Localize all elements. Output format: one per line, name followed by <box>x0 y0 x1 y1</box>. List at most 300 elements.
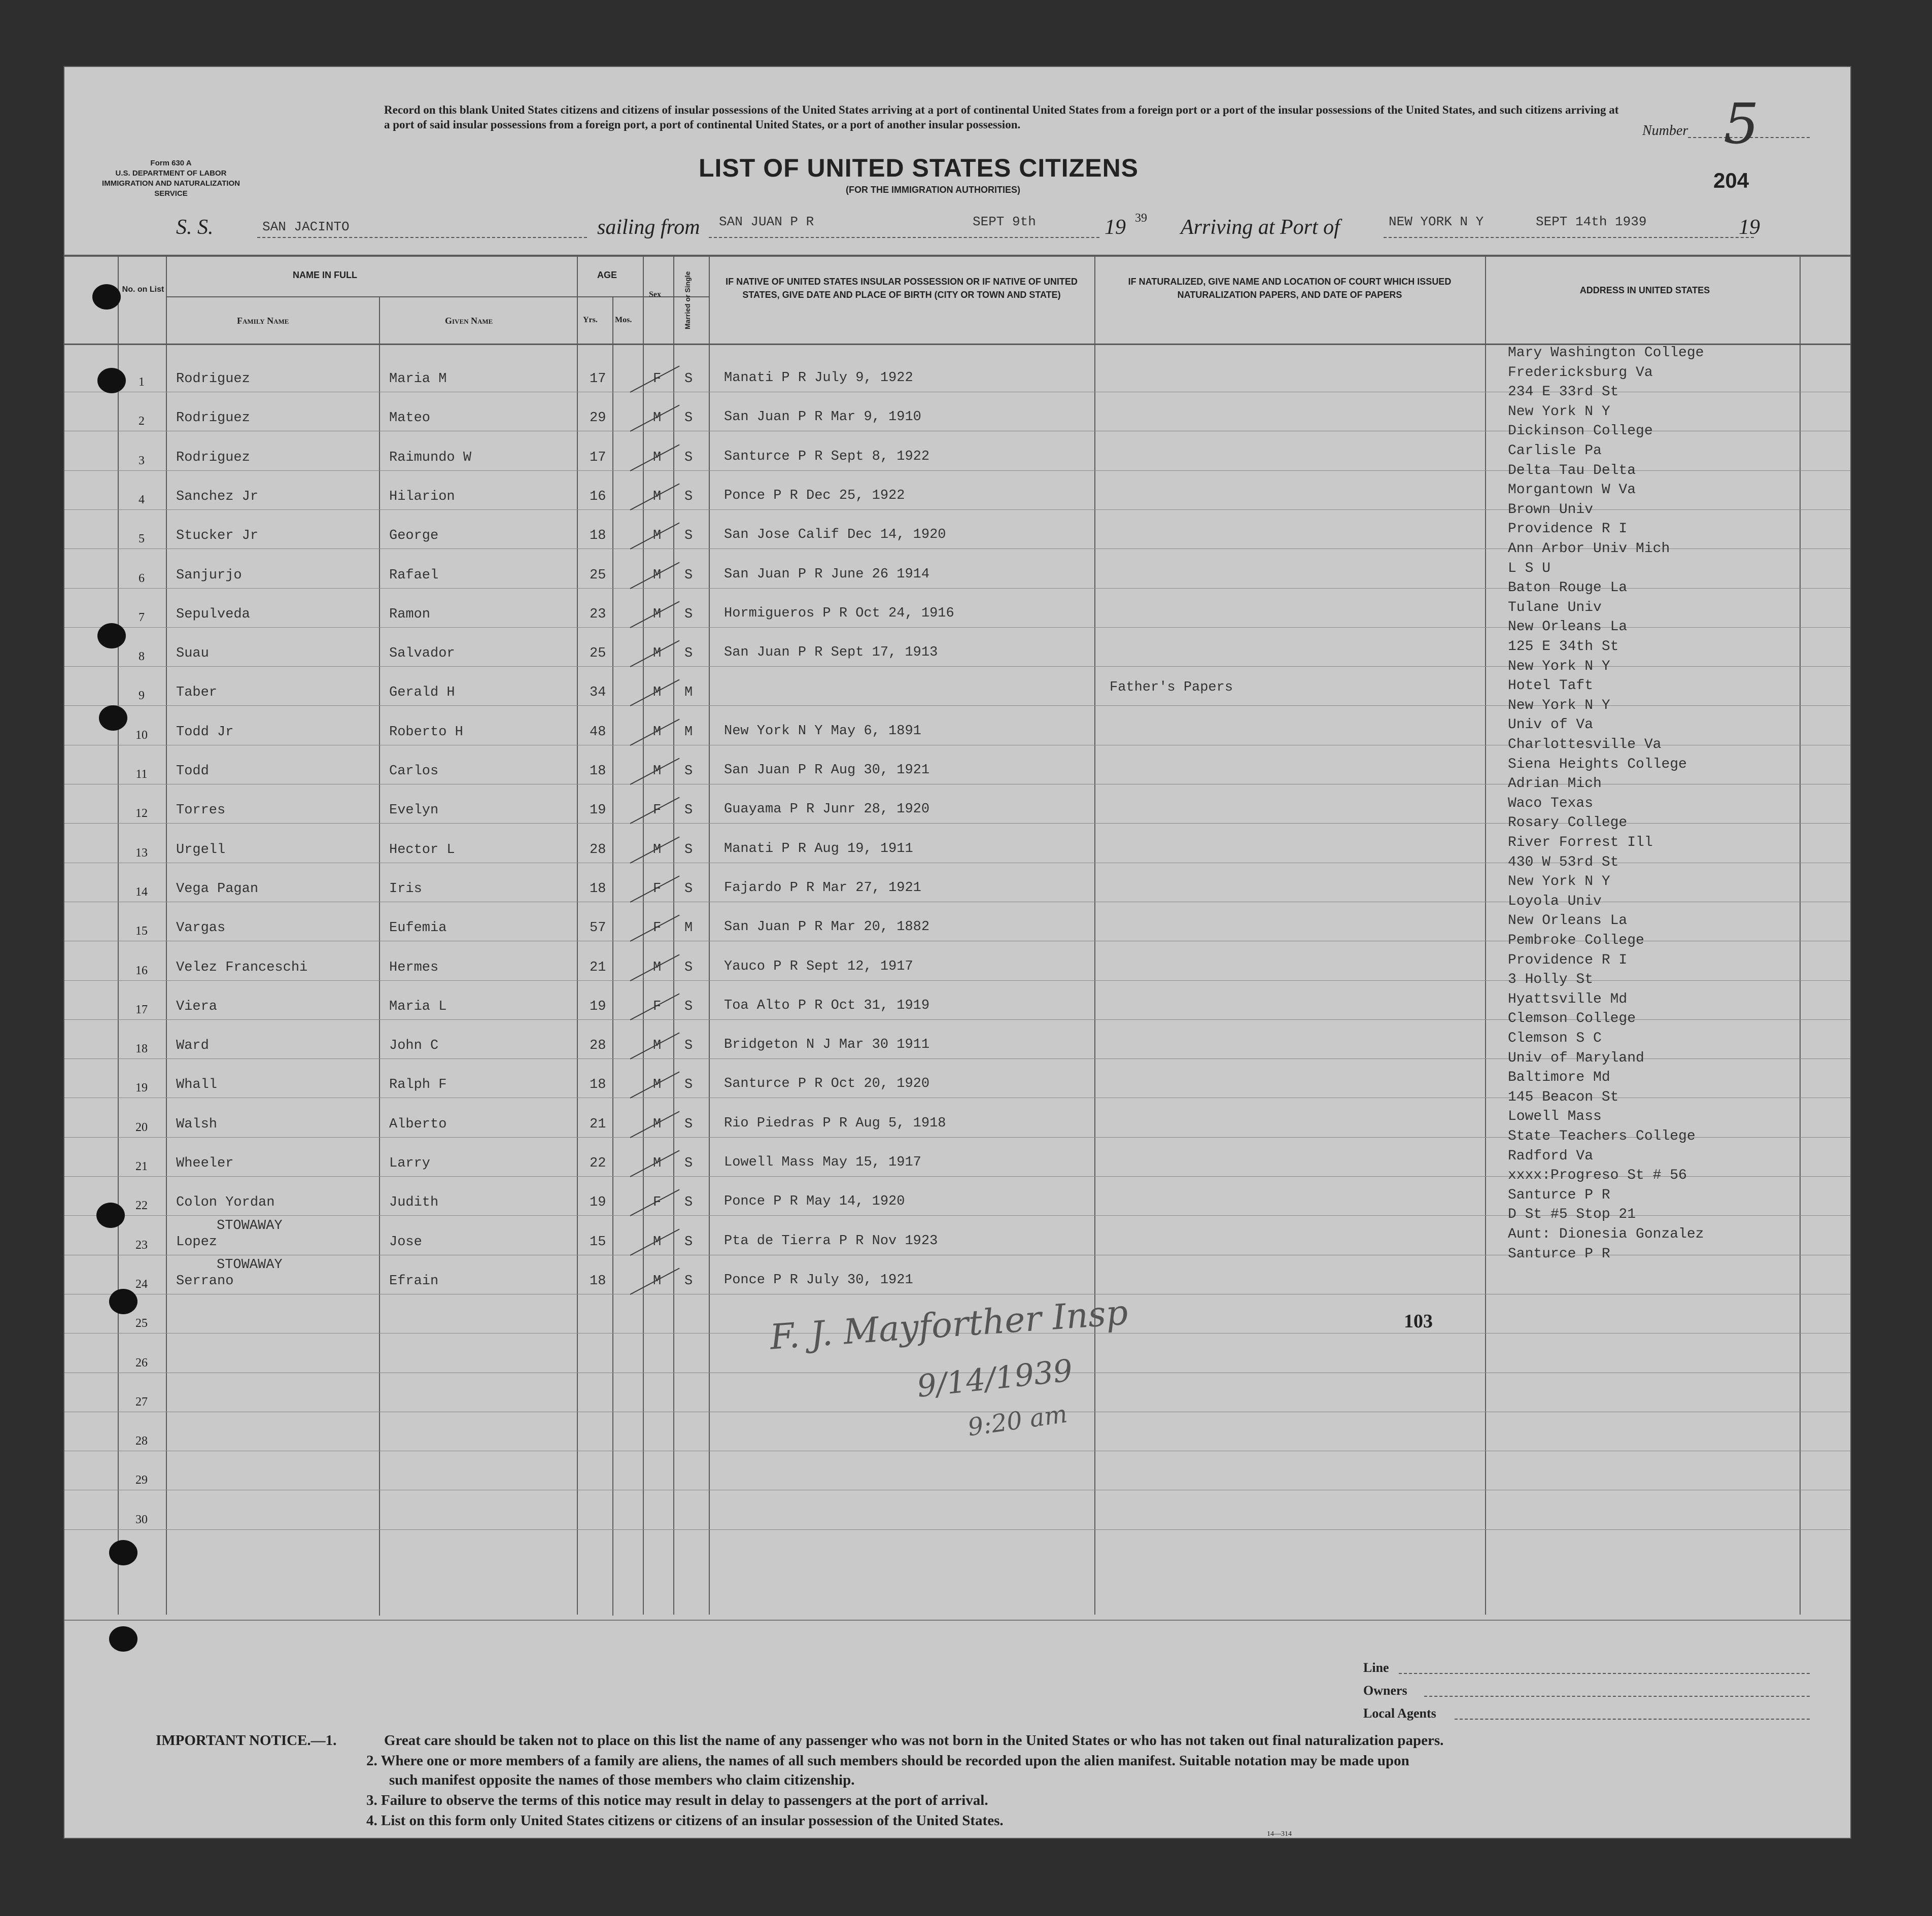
col-line <box>1800 255 1801 1615</box>
given-name: Roberto H <box>389 724 463 740</box>
married-single: S <box>684 646 693 662</box>
row-rule <box>64 1529 1850 1530</box>
check-tick-mark <box>630 444 680 471</box>
family-name: Vega Pagan <box>176 881 259 897</box>
married-single: S <box>684 803 693 818</box>
check-tick-mark <box>630 1150 680 1177</box>
punch-hole <box>92 284 121 310</box>
sex: M <box>653 960 662 975</box>
given-name: Mateo <box>389 410 431 426</box>
age-years: 48 <box>590 724 606 740</box>
header-naturalized: IF NATURALIZED, GIVE NAME AND LOCATION OF COURT WHICH ISSUED NATURALIZATION PAPERS, AND DATE OF PAPERS <box>1128 277 1452 300</box>
address-line: Hyattsville Md <box>1508 991 1628 1007</box>
address-line: D St #5 Stop 21 <box>1508 1207 1636 1223</box>
address-line: Aunt: Dionesia Gonzalez <box>1508 1226 1704 1242</box>
birth-place-date: Bridgeton N J Mar 30 1911 <box>724 1037 930 1053</box>
number-label: Number <box>1642 123 1688 139</box>
notice-4: 4. List on this form only United States citizens or citizens of an insular possession of the United States. <box>366 1812 1004 1829</box>
family-name: Velez Franceschi <box>176 960 308 975</box>
page-title: LIST OF UNITED STATES CITIZENS <box>699 154 1139 182</box>
punch-hole <box>109 1626 137 1652</box>
address-line: New Orleans La <box>1508 913 1628 929</box>
check-tick-mark <box>630 523 680 550</box>
row-number: 26 <box>135 1356 148 1370</box>
age-years: 29 <box>590 410 606 426</box>
row-number: 27 <box>135 1395 148 1409</box>
check-tick-mark <box>630 954 680 981</box>
inspector-signature: F. J. Mayforther Insp <box>769 1292 1129 1358</box>
row-number: 6 <box>139 571 145 585</box>
header-mos: Mos. <box>615 316 632 324</box>
given-name: Salvador <box>389 646 455 662</box>
married-single: S <box>684 1195 693 1211</box>
address-line: L S U <box>1508 560 1551 576</box>
row-number: 20 <box>135 1120 148 1134</box>
address-line: Providence R I <box>1508 521 1628 537</box>
married-single: S <box>684 410 693 426</box>
married-single: M <box>684 920 693 936</box>
age-years: 16 <box>590 489 606 504</box>
given-name: Hermes <box>389 960 439 975</box>
address-line: Baton Rouge La <box>1508 580 1628 596</box>
header-married-single: Married or Single <box>683 271 692 330</box>
row-number: 19 <box>135 1081 148 1095</box>
given-name: Judith <box>389 1195 439 1211</box>
sex: M <box>653 606 662 622</box>
ship-name: SAN JACINTO <box>262 219 350 234</box>
address-line: xxxx:Progreso St # 56 <box>1508 1168 1687 1184</box>
address-line: Loyola Univ <box>1508 893 1602 909</box>
family-name: Suau <box>176 646 209 662</box>
birth-place-date: San Juan P R Aug 30, 1921 <box>724 763 930 778</box>
married-single: S <box>684 450 693 465</box>
name-subheader-line <box>166 296 709 297</box>
given-name: Jose <box>389 1234 422 1250</box>
col-line <box>673 255 674 1615</box>
sex: M <box>653 410 662 426</box>
birth-place-date: Ponce P R Dec 25, 1922 <box>724 488 905 503</box>
age-years: 19 <box>590 999 606 1014</box>
sex: M <box>653 1156 662 1171</box>
punch-hole <box>109 1289 137 1314</box>
punch-hole <box>96 1203 125 1228</box>
birth-place-date: Ponce P R May 14, 1920 <box>724 1194 905 1210</box>
family-name: Torres <box>176 803 226 818</box>
married-single: S <box>684 1156 693 1171</box>
sex: M <box>653 1234 662 1250</box>
age-years: 25 <box>590 646 606 662</box>
form-number: Form 630 A <box>150 159 192 167</box>
header-birth: IF NATIVE OF UNITED STATES INSULAR POSSESSION OR IF NATIVE OF UNITED STATES, GIVE DATE AND PLACE OF BIRTH (CITY OR TOWN AND STATE) <box>726 277 1078 300</box>
line-underline <box>1399 1673 1810 1674</box>
header-address: ADDRESS IN UNITED STATES <box>1579 285 1710 295</box>
family-name: Sepulveda <box>176 606 250 622</box>
married-single: S <box>684 999 693 1014</box>
given-name: Hector L <box>389 842 455 858</box>
sex: F <box>653 371 662 387</box>
check-tick-mark <box>630 758 680 784</box>
age-years: 21 <box>590 1116 606 1132</box>
row-number: 2 <box>139 415 145 428</box>
address-line: Clemson College <box>1508 1011 1636 1027</box>
sex: F <box>653 920 662 936</box>
family-name: Serrano <box>176 1273 234 1289</box>
year-prefix-2: 19 <box>1739 216 1760 239</box>
sex: M <box>653 1077 662 1093</box>
address-line: River Forrest Ill <box>1508 835 1653 850</box>
sex: M <box>653 1273 662 1289</box>
form-code: 14—314 <box>1267 1830 1292 1838</box>
sex: M <box>653 764 662 779</box>
punch-hole <box>97 623 126 648</box>
family-name: Todd <box>176 764 209 779</box>
address-line: Santurce P R <box>1508 1246 1610 1262</box>
address-line: 145 Beacon St <box>1508 1089 1619 1105</box>
birth-place-date: Santurce P R Sept 8, 1922 <box>724 449 930 464</box>
row-number: 30 <box>135 1513 148 1526</box>
family-name: Ward <box>176 1038 209 1054</box>
check-tick-mark <box>630 1072 680 1099</box>
col-line <box>709 255 710 1615</box>
family-name: Colon Yordan <box>176 1195 275 1211</box>
address-line: Clemson S C <box>1508 1031 1602 1046</box>
address-line: Fredericksburg Va <box>1508 364 1653 381</box>
table-top-border <box>64 255 1850 257</box>
age-years: 28 <box>590 842 606 858</box>
family-name: Rodriguez <box>176 410 250 426</box>
check-tick-mark <box>630 483 680 510</box>
check-tick-mark <box>630 562 680 589</box>
check-tick-mark <box>630 836 680 863</box>
age-years: 18 <box>590 881 606 897</box>
row-number: 12 <box>135 807 148 820</box>
married-single: S <box>684 960 693 975</box>
family-name: Todd Jr <box>176 724 234 740</box>
check-tick-mark <box>630 1228 680 1255</box>
age-years: 15 <box>590 1234 606 1250</box>
address-line: New York N Y <box>1508 697 1610 713</box>
check-tick-mark <box>630 875 680 902</box>
notice-3: 3. Failure to observe the terms of this notice may result in delay to passengers at the port of arrival. <box>366 1792 988 1808</box>
punch-hole <box>109 1540 137 1565</box>
married-single: S <box>684 881 693 897</box>
notice-label: IMPORTANT NOTICE.—1. <box>156 1732 337 1749</box>
age-years: 18 <box>590 1273 606 1289</box>
married-single: S <box>684 489 693 504</box>
arrival-date: SEPT 14th 1939 <box>1536 214 1647 229</box>
col-line <box>118 255 119 1615</box>
given-name: George <box>389 528 439 544</box>
header-no-on-list: No. on List <box>122 285 164 294</box>
col-line <box>379 296 380 1616</box>
header-name-in-full: NAME IN FULL <box>293 270 357 280</box>
family-name: Viera <box>176 999 218 1014</box>
address-line: Hotel Taft <box>1508 678 1594 694</box>
address-line: Lowell Mass <box>1508 1109 1602 1125</box>
check-tick-mark <box>630 1111 680 1138</box>
row-number: 5 <box>139 532 145 546</box>
age-years: 18 <box>590 1077 606 1093</box>
birth-place-date: San Jose Calif Dec 14, 1920 <box>724 527 946 543</box>
age-years: 21 <box>590 960 606 975</box>
col-line <box>1094 255 1095 1615</box>
manifest-sheet <box>63 66 1851 1839</box>
port-underline <box>709 237 1099 238</box>
age-years: 18 <box>590 528 606 544</box>
birth-place-date: Yauco P R Sept 12, 1917 <box>724 959 913 974</box>
header-yrs: Yrs. <box>583 316 598 324</box>
given-name: Iris <box>389 881 422 897</box>
birth-place-date: Ponce P R July 30, 1921 <box>724 1272 913 1288</box>
married-single: S <box>684 1116 693 1132</box>
row-number: 7 <box>139 610 145 624</box>
footer-divider <box>64 1620 1850 1621</box>
address-line: Tulane Univ <box>1508 599 1602 615</box>
married-single: S <box>684 371 693 387</box>
given-name: Rafael <box>389 567 439 583</box>
row-number: 29 <box>135 1474 148 1487</box>
age-years: 17 <box>590 450 606 465</box>
row-number: 9 <box>139 689 145 703</box>
given-name: Ramon <box>389 606 431 622</box>
check-tick-mark <box>630 365 680 392</box>
inspection-time: 9:20 am <box>966 1399 1070 1442</box>
given-name: Hilarion <box>389 489 455 504</box>
row-number: 3 <box>139 454 145 467</box>
given-name: Ralph F <box>389 1077 447 1093</box>
row-number: 22 <box>135 1199 148 1213</box>
married-single: M <box>684 724 693 740</box>
header-age: AGE <box>597 270 617 280</box>
row-number: 16 <box>135 964 148 977</box>
year-suffix: 39 <box>1135 212 1147 225</box>
punch-hole <box>99 705 127 731</box>
married-single: S <box>684 1273 693 1289</box>
owners-underline <box>1424 1696 1810 1697</box>
row-number: 23 <box>135 1238 148 1252</box>
address-line: Delta Tau Delta <box>1508 462 1636 478</box>
family-name: Sanchez Jr <box>176 489 259 504</box>
col-line <box>612 296 613 1616</box>
age-years: 23 <box>590 606 606 622</box>
age-years: 19 <box>590 1195 606 1211</box>
page-number: 204 <box>1713 168 1749 192</box>
address-line: Carlisle Pa <box>1508 443 1602 459</box>
address-line: Radford Va <box>1508 1148 1594 1164</box>
address-line: 430 W 53rd St <box>1508 854 1619 870</box>
age-years: 25 <box>590 567 606 583</box>
check-tick-mark <box>630 405 680 432</box>
address-line: Brown Univ <box>1508 501 1594 518</box>
family-name: Rodriguez <box>176 450 250 465</box>
sex: M <box>653 1038 662 1054</box>
stowaway-note: STOWAWAY <box>217 1218 283 1234</box>
birth-place-date: San Juan P R June 26 1914 <box>724 566 930 582</box>
punch-hole <box>97 368 126 393</box>
address-line: 125 E 34th St <box>1508 639 1619 655</box>
married-single: S <box>684 1077 693 1093</box>
address-line: 234 E 33rd St <box>1508 384 1619 400</box>
birth-place-date: Manati P R Aug 19, 1911 <box>724 841 913 857</box>
age-years: 18 <box>590 764 606 779</box>
address-line: New York N Y <box>1508 403 1610 420</box>
given-name: Eufemia <box>389 920 447 936</box>
family-name: Wheeler <box>176 1156 234 1171</box>
stamp-number: 103 <box>1404 1311 1433 1332</box>
stowaway-note: STOWAWAY <box>217 1257 283 1273</box>
married-single: S <box>684 764 693 779</box>
row-number: 17 <box>135 1003 148 1016</box>
birth-place-date: San Juan P R Sept 17, 1913 <box>724 645 938 661</box>
from-port: SAN JUAN P R <box>719 214 814 229</box>
col-line <box>1485 255 1486 1615</box>
sailing-label: sailing from <box>597 216 700 239</box>
given-name: John C <box>389 1038 439 1054</box>
ss-label: S. S. <box>176 216 214 239</box>
sex: F <box>653 1195 662 1211</box>
row-number: 8 <box>139 650 145 664</box>
address-line: Charlottesville Va <box>1508 737 1662 752</box>
age-years: 28 <box>590 1038 606 1054</box>
age-years: 22 <box>590 1156 606 1171</box>
row-number: 14 <box>135 885 148 899</box>
notice-2b: such manifest opposite the names of those members who claim citizenship. <box>389 1772 855 1788</box>
married-single: S <box>684 606 693 622</box>
row-number: 15 <box>135 925 148 938</box>
given-name: Maria M <box>389 371 447 387</box>
header-family-name: Family Name <box>237 316 289 326</box>
married-single: M <box>684 685 693 701</box>
agents-label: Local Agents <box>1363 1706 1436 1721</box>
birth-place-date: San Juan P R Mar 20, 1882 <box>724 919 930 935</box>
birth-place-date: Toa Alto P R Oct 31, 1919 <box>724 998 930 1013</box>
family-name: Taber <box>176 685 218 701</box>
sex: M <box>653 1116 662 1132</box>
married-single: S <box>684 1038 693 1054</box>
agents-underline <box>1455 1719 1810 1720</box>
naturalization: Father's Papers <box>1110 680 1233 696</box>
family-name: Whall <box>176 1077 218 1093</box>
check-tick-mark <box>630 1268 680 1294</box>
age-years: 17 <box>590 371 606 387</box>
sex: M <box>653 567 662 583</box>
check-tick-mark <box>630 993 680 1020</box>
arrival-port: NEW YORK N Y <box>1389 214 1484 229</box>
year-prefix: 19 <box>1105 216 1126 239</box>
age-years: 19 <box>590 803 606 818</box>
sail-date: SEPT 9th <box>973 214 1036 229</box>
sex: F <box>653 999 662 1014</box>
address-line: Adrian Mich <box>1508 776 1602 792</box>
family-name: Rodriguez <box>176 371 250 387</box>
birth-place-date: Hormigueros P R Oct 24, 1916 <box>724 605 954 621</box>
birth-place-date: Manati P R July 9, 1922 <box>724 370 913 386</box>
birth-place-date: Santurce P R Oct 20, 1920 <box>724 1076 930 1092</box>
birth-place-date: Fajardo P R Mar 27, 1921 <box>724 880 921 896</box>
check-tick-mark <box>630 640 680 667</box>
number-value: 5 <box>1723 91 1759 156</box>
address-line: Univ of Va <box>1508 717 1594 733</box>
address-line: Mary Washington College <box>1508 345 1704 361</box>
given-name: Evelyn <box>389 803 439 818</box>
address-line: Univ of Maryland <box>1508 1050 1644 1066</box>
given-name: Maria L <box>389 999 447 1014</box>
sex: M <box>653 724 662 740</box>
address-line: New Orleans La <box>1508 619 1628 635</box>
married-single: S <box>684 528 693 544</box>
bureau: IMMIGRATION AND NATURALIZATION SERVICE <box>102 179 240 198</box>
check-tick-mark <box>630 915 680 942</box>
married-single: S <box>684 1234 693 1250</box>
sex: M <box>653 685 662 701</box>
row-number: 10 <box>135 728 148 742</box>
row-number: 28 <box>135 1434 148 1448</box>
col-line <box>166 255 167 1615</box>
ship-underline <box>257 237 587 238</box>
notice-1: Great care should be taken not to place on this list the name of any passenger who was not born in the United States or who has not taken out final naturalization papers. <box>384 1732 1444 1749</box>
check-tick-mark <box>630 797 680 824</box>
family-name: Urgell <box>176 842 226 858</box>
address-line: State Teachers College <box>1508 1128 1696 1144</box>
check-tick-mark <box>630 601 680 628</box>
birth-place-date: Rio Piedras P R Aug 5, 1918 <box>724 1115 946 1131</box>
given-name: Larry <box>389 1156 431 1171</box>
address-line: 3 Holly St <box>1508 972 1594 988</box>
married-single: S <box>684 567 693 583</box>
address-line: Siena Heights College <box>1508 756 1687 772</box>
row-number: 25 <box>135 1317 148 1330</box>
sex: M <box>653 489 662 504</box>
page-subtitle: (FOR THE IMMIGRATION AUTHORITIES) <box>846 185 1020 195</box>
family-name: Stucker Jr <box>176 528 259 544</box>
col-line <box>577 255 578 1615</box>
sex: F <box>653 803 662 818</box>
address-line: Baltimore Md <box>1508 1070 1610 1086</box>
sex: M <box>653 528 662 544</box>
header-given-name: Given Name <box>445 316 493 326</box>
row-number: 21 <box>135 1160 148 1173</box>
arriving-label: Arriving at Port of <box>1181 216 1340 239</box>
row-number: 13 <box>135 846 148 860</box>
address-line: Providence R I <box>1508 952 1628 968</box>
row-number: 18 <box>135 1042 148 1056</box>
birth-place-date: Lowell Mass May 15, 1917 <box>724 1155 921 1170</box>
sex: M <box>653 842 662 858</box>
notice-2a: 2. Where one or more members of a family are aliens, the names of all such members should be recorded upon the alien manifest. Suitable notation may be made upon <box>366 1753 1409 1769</box>
inspection-date: 9/14/1939 <box>915 1353 1075 1405</box>
row-number: 11 <box>135 768 148 781</box>
address-line: Ann Arbor Univ Mich <box>1508 541 1670 557</box>
row-number: 1 <box>139 375 145 389</box>
birth-place-date: Guayama P R Junr 28, 1920 <box>724 802 930 817</box>
address-line: Dickinson College <box>1508 423 1653 439</box>
address-line: Waco Texas <box>1508 795 1594 811</box>
birth-place-date: New York N Y May 6, 1891 <box>724 723 921 739</box>
sex: F <box>653 881 662 897</box>
check-tick-mark <box>630 718 680 745</box>
age-years: 34 <box>590 685 606 701</box>
check-tick-mark <box>630 679 680 706</box>
line-label: Line <box>1363 1660 1389 1675</box>
form-identifier <box>100 158 242 199</box>
check-tick-mark <box>630 1033 680 1059</box>
age-years: 57 <box>590 920 606 936</box>
row-number: 24 <box>135 1277 148 1291</box>
address-line: Morgantown W Va <box>1508 482 1636 498</box>
address-line: Santurce P R <box>1508 1187 1610 1203</box>
given-name: Efrain <box>389 1273 439 1289</box>
check-tick-mark <box>630 1189 680 1216</box>
